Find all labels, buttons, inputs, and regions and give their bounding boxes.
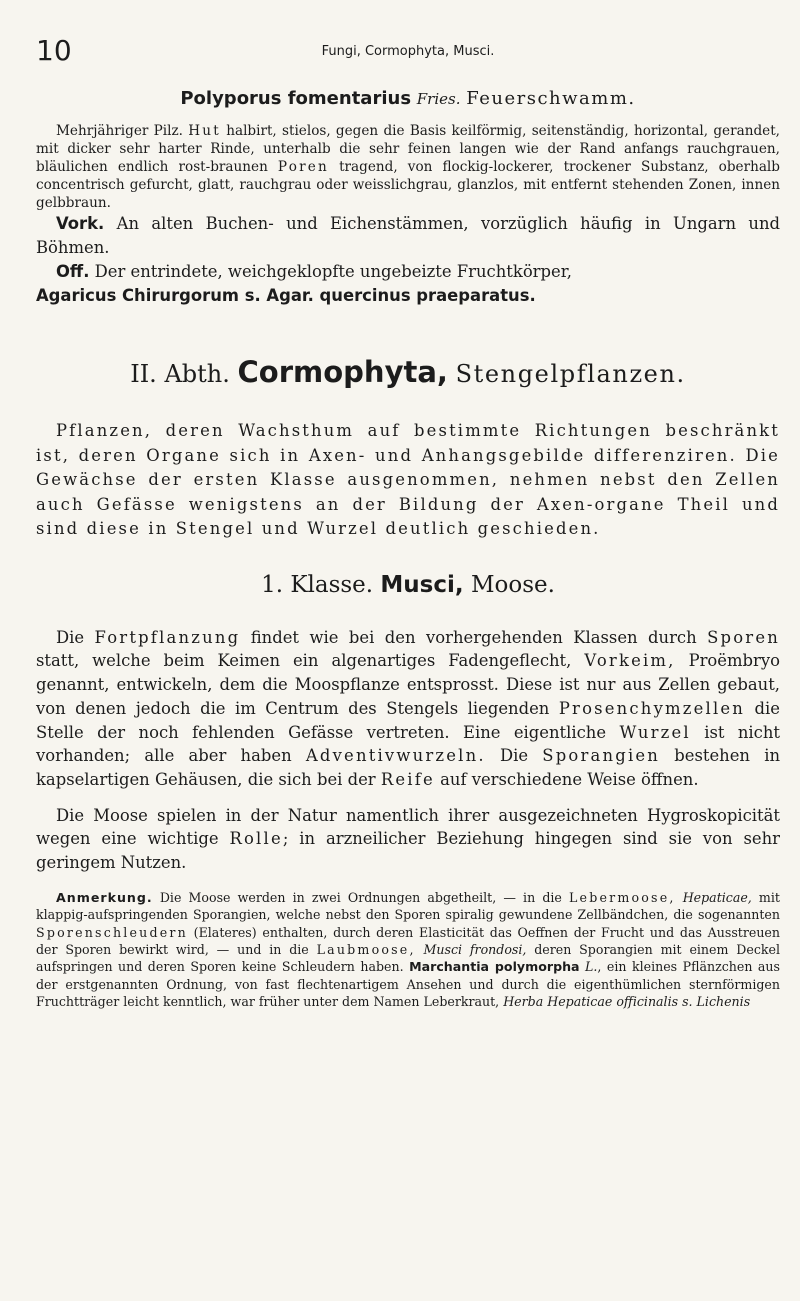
species-description [36,122,780,212]
body-text: statt, welche beim Keimen ein algenartiges Fadengeflecht, [36,651,585,671]
term-sporangien: Sporangien [542,746,661,766]
term-musci-frondosi: Musci frondosi, [423,942,527,958]
body-text: Die Moose spielen in der Natur namentlich ihrer ausgezeichneten Hygroskopicität wegen eine wichtige [36,805,780,849]
species-author: Fries. [416,90,461,108]
term-lebermoose: Lebermoose, [568,889,676,905]
species-common-name: Feuerschwamm. [466,88,636,109]
section-german: Stengelpflanzen. [455,360,686,389]
body-text: bestehen in kapselartigen Gehäusen, die sich bei der [36,746,780,789]
term-poren: Poren [277,159,329,176]
off-text: Der entrindete, weichgeklopfte ungebeizte Fruchtkörper, [89,261,572,281]
class-heading [36,572,780,598]
class-german: Moose. [470,571,555,598]
term-hepaticae: Hepaticae, [682,889,752,905]
body-text: ; in arzneilicher Beziehung hingegen sind sie von sehr geringem Nutzen. [36,829,780,873]
vork-label: Vork. [56,214,105,234]
term-reife: Reife [380,770,435,789]
term-wurzel: Wurzel [619,722,691,742]
note-text [676,890,683,905]
body-text: auf verschiedene Weise öffnen. [434,770,699,789]
term-prosenchymzellen: Prosenchymzellen [558,698,746,718]
term-marchantia: Marchantia polymorpha [409,959,580,975]
note-text [416,942,424,957]
off-label: Off. [56,261,90,281]
body-text: ist nicht vorhanden; alle aber haben [36,722,780,766]
body-text: die Stelle der noch fehlenden Gefässe vertreten. Eine eigentliche [36,698,780,742]
note-text: , ein kleines Pflänzchen aus der erstgenannten Ordnung, von fast flechtenartigem Ansehen und durch die eigenthümlichen sternförmigen Fruchtträger leicht kenntlich, war früher unter dem Namen Leberkraut, [36,959,780,1010]
term-rolle: Rolle [229,829,283,849]
term-herba-hepaticae: Herba Hepaticae officinalis s. Lichenis [503,994,751,1010]
description-text: halbirt, stielos, gegen die Basis keilförmig, seitenständig, horizontal, gerandet, mit dicker sehr harter Rinde, unterhalb die sehr feinen langen wie der Rand anfangs rauchgrauen, bläulichen endlich rost-braunen [36,123,780,176]
class-latin: Musci, [380,571,464,598]
term-sporenschleudern: Sporenschleudern [36,924,188,940]
running-title: Fungi, Cormophyta, Musci. [321,44,495,59]
book-page [36,0,780,1011]
body-text: findet wie bei den vorhergehenden Klassen durch [240,627,708,647]
species-name: Polyporus fomentarius [180,88,412,109]
page-number: 10 [36,34,72,67]
note-text: mit klappig-aufspringenden Sporangien, welche nebst den Sporen spiralig gewundene Zellbändchen, die sogenannten [36,889,780,923]
annotation-label: Anmerkung. [56,889,153,905]
term-laubmoose: Laubmoose, [316,942,416,958]
section-definition: Pflanzen, deren Wachsthum auf bestimmte Richtungen beschränkt ist, deren Organe sich in Axen- und Anhangsgebilde differenziren. Die Gewächse der ersten Klasse ausgenommen, nehmen nebst den Zellen auch Gefässe wenigstens an der Bildung der Axen-organe Theil und sind diese in Stengel und Wurzel deutlich geschieden. [36,421,780,539]
section-heading [36,355,780,389]
body-text: Die [485,746,543,766]
section-title: Cormophyta, [237,355,448,390]
term-hut: Hut [188,123,221,139]
term-linnaeus: L. [585,959,598,975]
note-text: (Elateres) enthalten, durch deren Elasticität das Oeffnen der Frucht und das Ausstreuen der Sporen bewirkt wird, — und in die [36,924,780,958]
description-text: Mehrjähriger Pilz. [56,123,189,139]
usage-paragraph [36,804,780,875]
reproduction-paragraph [36,626,780,792]
class-prefix: 1. Klasse. [261,571,374,598]
note-text: Die Moose werden in zwei Ordnungen abgetheilt, — in die [152,889,569,905]
body-text: Proëmbryo genannt, entwickeln, dem die Moospflanze entsprosst. Diese ist nur aus Zellen gebaut, von denen jedoch die im Centrum des Stengels liegenden [36,651,780,718]
description-text: tragend, von flockig-lockerer, trockener Substanz, oberhalb concentrisch gefurcht, glatt, rauchgrau oder weisslichgrau, glanzlos, mit entfernt stehenden Zonen, innen gelbbraun. [36,159,780,212]
term-fortpflanzung: Fortpflanzung [94,627,241,647]
annotation-paragraph [36,889,780,1011]
species-heading [36,88,780,109]
page-header [36,0,780,67]
body-text: Die [56,627,95,647]
section-prefix: II. Abth. [130,360,230,389]
note-text: deren Sporangien mit einem Deckel aufspringen und deren Sporen keine Schleudern haben. [36,942,780,975]
vork-text: An alten Buchen- und Eichenstämmen, vorzüglich häufig in Ungarn und Böhmen. [36,214,780,258]
vorkommen-paragraph [36,212,780,259]
officinal-paragraph [36,260,780,284]
term-sporen: Sporen [707,627,780,647]
term-vorkeim: Vorkeim, [584,651,676,671]
term-adventivwurzeln: Adventivwurzeln. [305,746,486,766]
officinal-name: Agaricus Chirurgorum s. Agar. quercinus praeparatus. [36,285,536,305]
